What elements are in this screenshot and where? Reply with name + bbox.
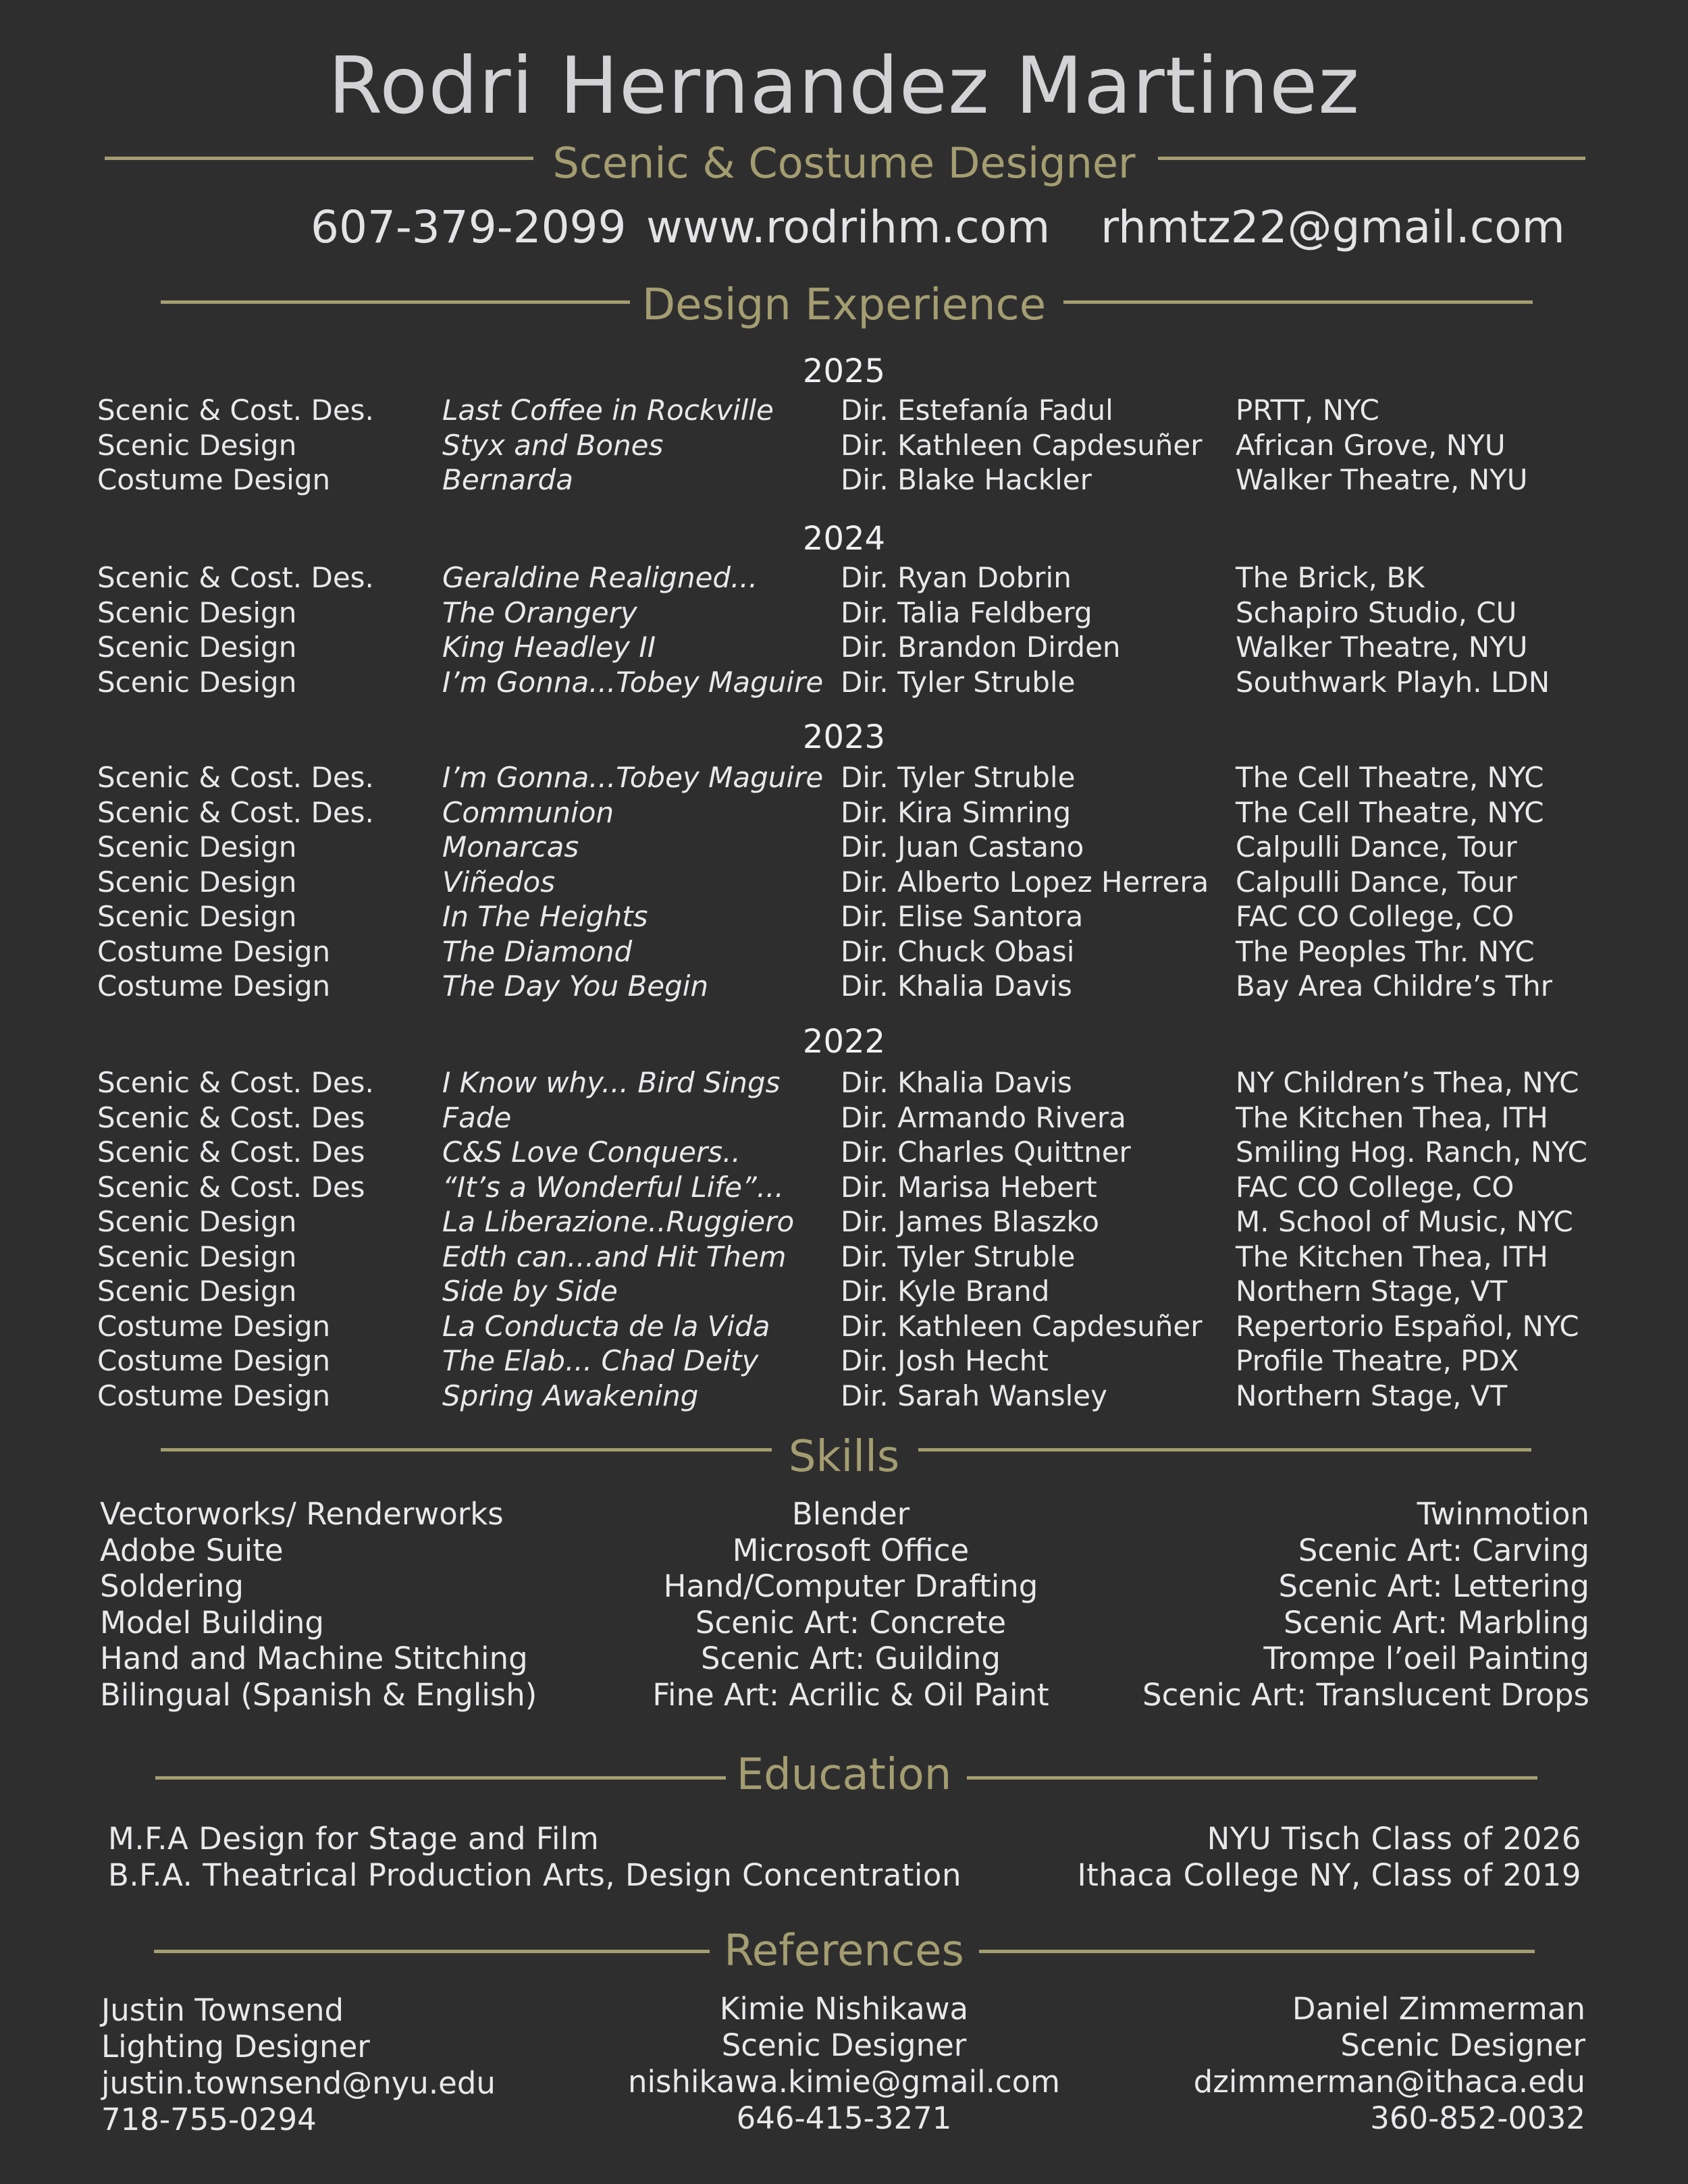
venue: FAC CO College, CO (1236, 1170, 1514, 1204)
production: Side by Side (442, 1275, 618, 1308)
experience-row (0, 1343, 1688, 1379)
director: Dir. Sarah Wansley (841, 1379, 1107, 1412)
venue: Walker Theatre, NYU (1236, 631, 1528, 664)
venue: Southwark Playh. LDN (1236, 665, 1550, 699)
skill-item: Blender (791, 1496, 910, 1532)
production: La Conducta de la Vida (442, 1309, 770, 1343)
divider (979, 1950, 1535, 1953)
venue: Schapiro Studio, CU (1236, 595, 1517, 629)
role: Costume Design (97, 1309, 331, 1343)
experience-row (0, 1135, 1688, 1170)
director: Dir. Kathleen Capdesuñer (841, 1309, 1203, 1343)
education-heading: Education (736, 1750, 952, 1800)
production: Monarcas (442, 830, 579, 863)
skill-item: Hand/Computer Drafting (663, 1568, 1038, 1604)
skill-item: Twinmotion (1417, 1496, 1589, 1532)
skill-item: Scenic Art: Marbling (1283, 1604, 1589, 1641)
year-heading: 2024 (802, 520, 886, 558)
venue: Northern Stage, VT (1236, 1379, 1508, 1412)
reference-name: Justin Townsend (101, 1992, 344, 2028)
year-heading: 2023 (802, 718, 886, 756)
director: Dir. Talia Feldberg (841, 595, 1092, 629)
production: I Know why... Bird Sings (442, 1066, 781, 1099)
role: Scenic Design (97, 900, 297, 933)
director: Dir. Tyler Struble (841, 761, 1076, 794)
reference-phone: 360-852-0032 (1370, 2100, 1585, 2136)
experience-row (0, 1274, 1688, 1309)
reference-name: Kimie Nishikawa (719, 1991, 969, 2027)
role: Scenic Design (97, 865, 297, 899)
experience-row (0, 760, 1688, 795)
role: Scenic Design (97, 631, 297, 664)
degree-mfa: M.F.A Design for Stage and Film (108, 1821, 600, 1857)
experience-row (0, 462, 1688, 498)
year-heading: 2022 (802, 1023, 886, 1061)
role: Scenic & Cost. Des. (97, 795, 374, 829)
reference-name: Daniel Zimmerman (1292, 1991, 1585, 2027)
director: Dir. Elise Santora (841, 900, 1084, 933)
experience-row (0, 595, 1688, 631)
phone-number: 607-379-2099 (311, 201, 627, 253)
venue: The Peoples Thr. NYC (1236, 934, 1535, 968)
production: Geraldine Realigned... (442, 561, 758, 594)
production: Styx and Bones (442, 428, 664, 462)
venue: The Cell Theatre, NYC (1236, 795, 1544, 829)
design-experience-heading: Design Experience (641, 280, 1047, 330)
venue: The Brick, BK (1236, 561, 1425, 594)
experience-row (0, 1100, 1688, 1136)
experience-row (0, 934, 1688, 969)
director: Dir. Tyler Struble (841, 1240, 1076, 1273)
skill-item: Microsoft Office (732, 1532, 970, 1568)
director: Dir. Ryan Dobrin (841, 561, 1072, 594)
experience-row (0, 795, 1688, 830)
email-link[interactable]: rhmtz22@gmail.com (1101, 201, 1565, 253)
reference-phone: 646-415-3271 (736, 2100, 952, 2136)
production: Last Coffee in Rockville (442, 394, 774, 427)
role: Scenic & Cost. Des (97, 1136, 365, 1169)
venue: Calpulli Dance, Tour (1236, 830, 1517, 863)
production: The Elab... Chad Deity (442, 1344, 759, 1377)
production: Edth can...and Hit Them (442, 1240, 787, 1273)
venue: M. School of Music, NYC (1236, 1205, 1573, 1238)
experience-row (0, 899, 1688, 934)
role: Scenic Design (97, 595, 297, 629)
reference-phone: 718-755-0294 (101, 2102, 317, 2137)
reference-role: Lighting Designer (101, 2029, 370, 2065)
director: Dir. Kira Simring (841, 795, 1072, 829)
production: Fade (442, 1100, 512, 1134)
venue: FAC CO College, CO (1236, 900, 1514, 933)
production: Communion (442, 795, 614, 829)
production: In The Heights (442, 900, 648, 933)
role: Costume Design (97, 934, 331, 968)
divider (1158, 157, 1585, 160)
resume-title: Scenic & Costume Designer (552, 138, 1136, 188)
role: Scenic Design (97, 665, 297, 699)
role: Scenic & Cost. Des. (97, 761, 374, 794)
skill-item: Vectorworks/ Renderworks (100, 1496, 504, 1532)
role: Scenic Design (97, 830, 297, 863)
production: The Diamond (442, 934, 633, 968)
skill-item: Hand and Machine Stitching (100, 1641, 528, 1676)
director: Dir. Estefanía Fadul (841, 394, 1113, 427)
experience-row (0, 1170, 1688, 1205)
production: I’m Gonna...Tobey Maguire (442, 665, 824, 699)
reference-role: Scenic Designer (1340, 2027, 1585, 2063)
production: C&S Love Conquers.. (442, 1136, 741, 1169)
director: Dir. Marisa Hebert (841, 1170, 1097, 1204)
experience-row (0, 560, 1688, 595)
website-link[interactable]: www.rodrihm.com (646, 201, 1051, 253)
role: Scenic & Cost. Des (97, 1100, 365, 1134)
skill-item: Scenic Art: Carving (1298, 1532, 1589, 1568)
production: The Orangery (442, 595, 637, 629)
experience-row (0, 830, 1688, 865)
role: Costume Design (97, 463, 331, 496)
venue: Smiling Hog. Ranch, NYC (1236, 1136, 1587, 1169)
venue: Calpulli Dance, Tour (1236, 865, 1517, 899)
venue: Profile Theatre, PDX (1236, 1344, 1519, 1377)
director: Dir. Tyler Struble (841, 665, 1076, 699)
resume-name: Rodri Hernandez Martinez (327, 41, 1361, 132)
director: Dir. Kyle Brand (841, 1275, 1050, 1308)
venue: The Kitchen Thea, ITH (1236, 1240, 1548, 1273)
role: Scenic & Cost. Des. (97, 1066, 374, 1099)
director: Dir. Khalia Davis (841, 969, 1072, 1003)
production: King Headley II (442, 631, 656, 664)
director: Dir. Blake Hackler (841, 463, 1092, 496)
director: Dir. Josh Hecht (841, 1344, 1049, 1377)
role: Scenic Design (97, 1275, 297, 1308)
skills-heading: Skills (788, 1432, 900, 1482)
production: La Liberazione..Ruggiero (442, 1205, 795, 1238)
school-ithaca: Ithaca College NY, Class of 2019 (1077, 1857, 1581, 1893)
venue: Walker Theatre, NYU (1236, 463, 1528, 496)
experience-row (0, 1065, 1688, 1100)
skill-item: Scenic Art: Concrete (695, 1604, 1007, 1641)
skill-item: Scenic Art: Translucent Drops (1142, 1676, 1589, 1713)
role: Costume Design (97, 1344, 331, 1377)
production: Spring Awakening (442, 1379, 699, 1412)
venue: PRTT, NYC (1236, 394, 1379, 427)
venue: Northern Stage, VT (1236, 1275, 1508, 1308)
experience-row (0, 428, 1688, 463)
references-heading: References (724, 1926, 964, 1976)
divider (918, 1448, 1531, 1451)
skill-item: Fine Art: Acrilic & Oil Paint (652, 1676, 1049, 1713)
skill-item: Trompe l’oeil Painting (1263, 1641, 1589, 1676)
production: The Day You Begin (442, 969, 709, 1003)
role: Scenic Design (97, 428, 297, 462)
role: Scenic & Cost. Des (97, 1170, 365, 1204)
reference-email[interactable]: justin.townsend@nyu.edu (101, 2065, 496, 2101)
director: Dir. Kathleen Capdesuñer (841, 428, 1203, 462)
experience-row (0, 969, 1688, 1004)
divider (1063, 300, 1533, 304)
experience-row (0, 393, 1688, 428)
skill-item: Scenic Art: Guilding (700, 1641, 1001, 1676)
director: Dir. Brandon Dirden (841, 631, 1121, 664)
reference-email[interactable]: nishikawa.kimie@gmail.com (628, 2064, 1060, 2100)
experience-row (0, 865, 1688, 900)
skill-item: Adobe Suite (100, 1532, 284, 1568)
production: “It’s a Wonderful Life”... (442, 1170, 784, 1204)
director: Dir. Juan Castano (841, 830, 1084, 863)
school-nyu: NYU Tisch Class of 2026 (1207, 1821, 1581, 1857)
skill-item: Soldering (100, 1568, 244, 1604)
director: Dir. Alberto Lopez Herrera (841, 865, 1209, 899)
role: Scenic Design (97, 1205, 297, 1238)
experience-row (0, 1204, 1688, 1240)
reference-role: Scenic Designer (721, 2027, 967, 2063)
director: Dir. James Blaszko (841, 1205, 1099, 1238)
director: Dir. Chuck Obasi (841, 934, 1075, 968)
skill-item: Scenic Art: Lettering (1278, 1568, 1589, 1604)
production: Bernarda (442, 463, 573, 496)
experience-row (0, 1240, 1688, 1275)
reference-email[interactable]: dzimmerman@ithaca.edu (1193, 2064, 1585, 2100)
venue: The Kitchen Thea, ITH (1236, 1100, 1548, 1134)
venue: Bay Area Childre’s Thr (1236, 969, 1553, 1003)
production: I’m Gonna...Tobey Maguire (442, 761, 824, 794)
director: Dir. Charles Quittner (841, 1136, 1131, 1169)
degree-bfa: B.F.A. Theatrical Production Arts, Design Concentration (108, 1857, 961, 1893)
experience-row (0, 630, 1688, 665)
director: Dir. Khalia Davis (841, 1066, 1072, 1099)
role: Scenic & Cost. Des. (97, 394, 374, 427)
role: Costume Design (97, 969, 331, 1003)
experience-row (0, 665, 1688, 700)
year-heading: 2025 (802, 352, 886, 390)
venue: NY Children’s Thea, NYC (1236, 1066, 1579, 1099)
skill-item: Model Building (100, 1604, 324, 1641)
role: Costume Design (97, 1379, 331, 1412)
production: Viñedos (442, 865, 556, 899)
role: Scenic Design (97, 1240, 297, 1273)
director: Dir. Armando Rivera (841, 1100, 1126, 1134)
venue: The Cell Theatre, NYC (1236, 761, 1544, 794)
role: Scenic & Cost. Des. (97, 561, 374, 594)
divider (967, 1776, 1537, 1780)
venue: Repertorio Español, NYC (1236, 1309, 1579, 1343)
skill-item: Bilingual (Spanish & English) (100, 1676, 537, 1713)
experience-row (0, 1379, 1688, 1414)
venue: African Grove, NYU (1236, 428, 1506, 462)
experience-row (0, 1309, 1688, 1344)
